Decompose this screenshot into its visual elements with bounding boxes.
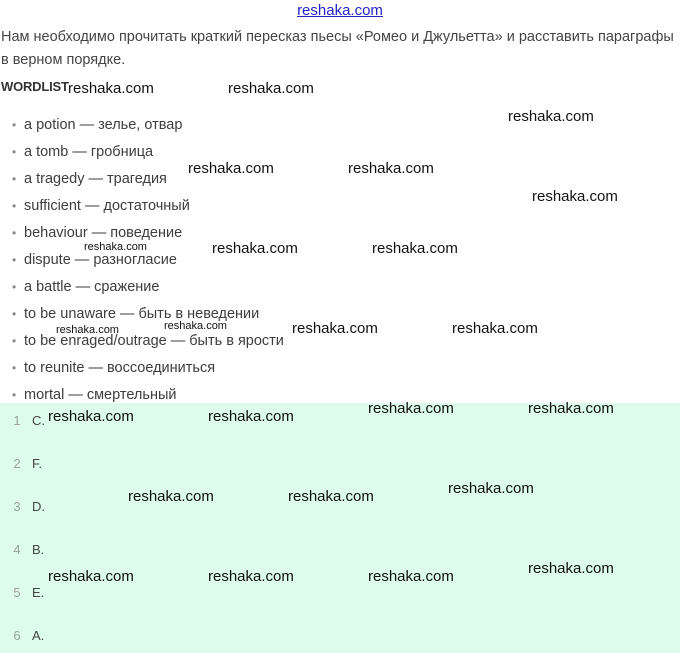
list-item — [12, 194, 284, 221]
site-header-link[interactable]: reshaka.com — [297, 2, 383, 19]
watermark: reshaka.com — [292, 320, 378, 337]
list-item — [12, 275, 284, 302]
watermark: reshaka.com — [188, 160, 274, 177]
line-number: 1 — [13, 413, 21, 428]
watermark: reshaka.com — [208, 408, 294, 425]
watermark: reshaka.com — [48, 408, 134, 425]
watermark: reshaka.com — [68, 80, 154, 97]
watermark: reshaka.com — [532, 188, 618, 205]
bullet-icon: • — [12, 226, 17, 240]
wordlist-entry: to be unaware — быть в неведении — [24, 306, 260, 322]
watermark: reshaka.com — [84, 241, 147, 253]
line-number: 6 — [13, 628, 21, 643]
list-item — [12, 329, 284, 356]
bullet-icon: • — [12, 118, 17, 132]
watermark: reshaka.com — [48, 568, 134, 585]
watermark: reshaka.com — [128, 488, 214, 505]
wordlist-entry: a tragedy — трагедия — [24, 171, 167, 187]
wordlist-entry: mortal — смертельный — [24, 387, 177, 403]
answer-value: D. — [32, 499, 45, 514]
answer-block — [0, 403, 680, 653]
line-number: 5 — [13, 585, 21, 600]
watermark: reshaka.com — [56, 324, 119, 336]
wordlist-entry: behaviour — поведение — [24, 225, 183, 241]
wordlist — [12, 113, 284, 410]
wordlist-entry: to reunite — воссоединиться — [24, 360, 216, 376]
bullet-icon: • — [12, 199, 17, 213]
wordlist-entry: dispute — разногласие — [24, 252, 177, 268]
watermark: reshaka.com — [452, 320, 538, 337]
wordlist-title: WORDLIST — [1, 79, 69, 94]
watermark: reshaka.com — [228, 80, 314, 97]
watermark: reshaka.com — [528, 400, 614, 417]
bullet-icon: • — [12, 253, 17, 267]
bullet-icon: • — [12, 307, 17, 321]
wordlist-entry: a battle — сражение — [24, 279, 160, 295]
answer-value: E. — [32, 585, 45, 600]
watermark: reshaka.com — [508, 108, 594, 125]
list-item — [12, 356, 284, 383]
watermark: reshaka.com — [368, 568, 454, 585]
bullet-icon: • — [12, 172, 17, 186]
watermark: reshaka.com — [348, 160, 434, 177]
line-number: 2 — [13, 456, 21, 471]
wordlist-entry: to be enraged/outrage — быть в ярости — [24, 333, 284, 349]
bullet-icon: • — [12, 388, 17, 402]
watermark: reshaka.com — [372, 240, 458, 257]
watermark: reshaka.com — [208, 568, 294, 585]
line-number: 4 — [13, 542, 21, 557]
watermark: reshaka.com — [164, 320, 227, 332]
watermark: reshaka.com — [368, 400, 454, 417]
watermark: reshaka.com — [528, 560, 614, 577]
list-item — [12, 113, 284, 140]
bullet-icon: • — [12, 280, 17, 294]
watermark: reshaka.com — [448, 480, 534, 497]
intro-text: Нам необходимо прочитать краткий пересказ пьесы «Ромео и Джульетта» и расставить параграфы в верном порядке. — [1, 29, 674, 68]
watermark: reshaka.com — [288, 488, 374, 505]
bullet-icon: • — [12, 361, 17, 375]
wordlist-entry: a potion — зелье, отвар — [24, 117, 183, 133]
bullet-icon: • — [12, 334, 17, 348]
answer-value: F. — [32, 456, 43, 471]
watermark: reshaka.com — [212, 240, 298, 257]
list-item — [12, 302, 284, 329]
answer-value: A. — [32, 628, 45, 643]
wordlist-entry: a tomb — гробница — [24, 144, 154, 160]
line-number: 3 — [13, 499, 21, 514]
wordlist-entry: sufficient — достаточный — [24, 198, 190, 214]
answer-value: B. — [32, 542, 45, 557]
answer-value: C. — [32, 413, 45, 428]
bullet-icon: • — [12, 145, 17, 159]
